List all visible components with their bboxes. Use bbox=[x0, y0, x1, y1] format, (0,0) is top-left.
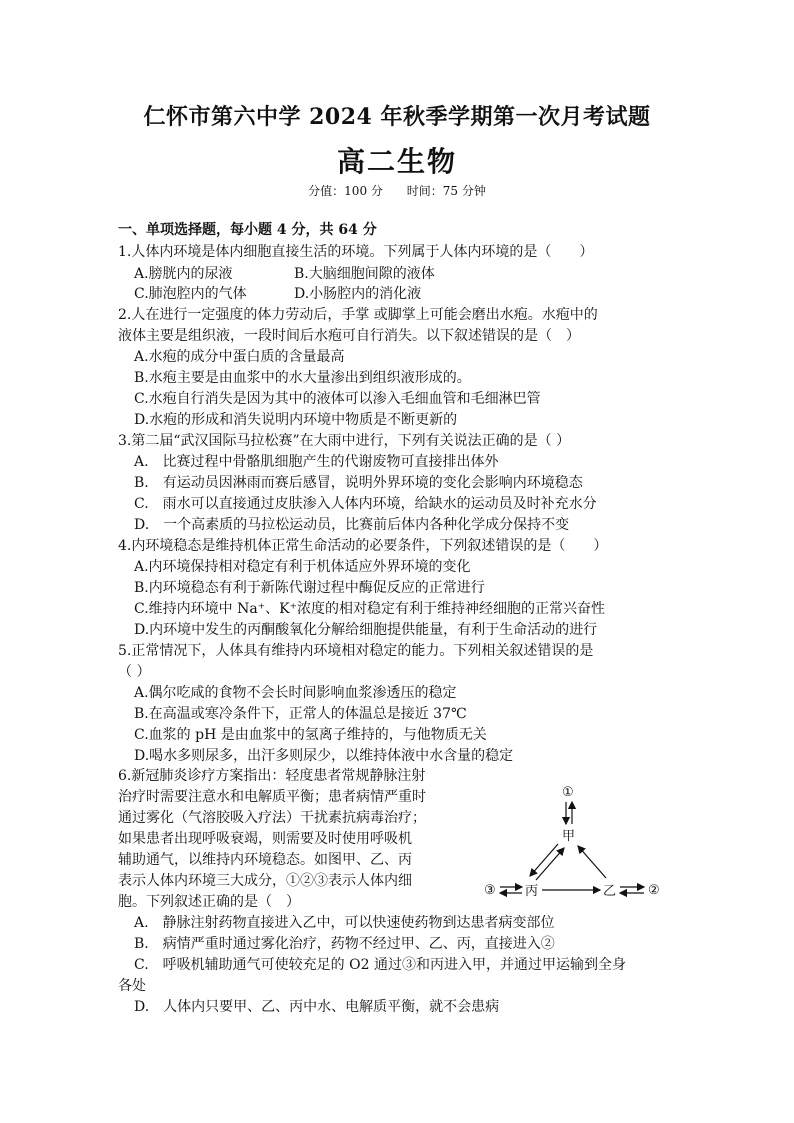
q1-option-c: C.肺泡腔内的气体 bbox=[134, 286, 247, 302]
q6-stem-line3: 通过雾化（气溶胶吸入疗法）干扰素抗病毒治疗； bbox=[118, 810, 426, 826]
q6-option-d: D. 人体内只要甲、乙、丙中水、电解质平衡，就不会患病 bbox=[134, 999, 500, 1015]
q3-option-c: C. 雨水可以直接通过皮肤渗入人体内环境，给缺水的运动员及时补充水分 bbox=[134, 496, 597, 512]
score-text: 分值：100 分 bbox=[308, 184, 383, 198]
q1-stem: 1.人体内环境是体内细胞直接生活的环境。下列属于人体内环境的是（ ） bbox=[118, 244, 594, 260]
section-heading: 一、单项选择题，每小题 4 分，共 64 分 bbox=[118, 222, 377, 238]
q5-option-d: D.喝水多则尿多，出汗多则尿少，以维持体液中水含量的稳定 bbox=[134, 748, 514, 764]
q5-option-b: B.在高温或寒冷条件下，正常人的体温总是接近 37℃ bbox=[134, 706, 467, 722]
q4-option-c: C.维持内环境中 Na⁺、K⁺浓度的相对稳定有利于维持神经细胞的正常兴奋性 bbox=[134, 601, 605, 617]
q5-stem-line2: （ ） bbox=[118, 664, 151, 680]
q2-option-d: D.水疱的形成和消失说明内环境中物质是不断更新的 bbox=[134, 412, 458, 428]
time-text: 时间：75 分钟 bbox=[406, 184, 486, 198]
cell-3-label: ③ bbox=[484, 883, 496, 898]
q5-option-a: A.偶尔吃咸的食物不会长时间影响血浆渗透压的稳定 bbox=[134, 685, 457, 701]
yi-label: 乙 bbox=[603, 884, 617, 899]
q3-option-d: D. 一个高素质的马拉松运动员，比赛前后体内各种化学成分保持不变 bbox=[134, 517, 570, 533]
q2-option-a: A.水疱的成分中蛋白质的含量最高 bbox=[134, 349, 345, 365]
q2-stem-line2: 液体主要是组织液，一段时间后水疱可自行消失。以下叙述错误的是（ ） bbox=[118, 328, 580, 344]
q6-option-b: B. 病情严重时通过雾化治疗，药物不经过甲、乙、丙，直接进入② bbox=[134, 936, 555, 952]
jia-label: 甲 bbox=[562, 829, 576, 844]
q2-option-c: C.水疱自行消失是因为其中的液体可以渗入毛细血管和毛细淋巴管 bbox=[134, 391, 541, 407]
q2-stem-line1: 2.人在进行一定强度的体力劳动后，手掌 或脚掌上可能会磨出水疱。水疱中的 bbox=[118, 307, 598, 323]
q6-option-c-line2: 各处 bbox=[118, 978, 146, 994]
q3-option-b: B. 有运动员因淋雨而赛后感冒，说明外界环境的变化会影响内环境稳态 bbox=[134, 475, 583, 491]
q4-option-a: A.内环境保持相对稳定有利于机体适应外界环境的变化 bbox=[134, 559, 471, 575]
exam-meta bbox=[0, 182, 794, 199]
cell-1-label: ① bbox=[562, 785, 574, 800]
q6-stem-line7: 胞。下列叙述正确的是（ ） bbox=[118, 894, 300, 910]
q4-option-b: B.内环境稳态有利于新陈代谢过程中酶促反应的正常进行 bbox=[134, 580, 485, 596]
q6-stem-line1: 6.新冠肺炎诊疗方案指出：轻度患者常规静脉注射 bbox=[118, 768, 426, 784]
q3-stem: 3.第二届“武汉国际马拉松赛”在大雨中进行，下列有关说法正确的是（ ） bbox=[118, 433, 571, 449]
q1-option-b: B.大脑细胞间隙的液体 bbox=[294, 266, 435, 282]
exam-title: 仁怀市第六中学 2024 年秋季学期第一次月考试题 bbox=[143, 104, 651, 130]
arrow-yi-to-jia bbox=[578, 846, 606, 878]
q2-option-b: B.水疱主要是由血浆中的水大量渗出到组织液形成的。 bbox=[134, 370, 471, 386]
q6-option-c-line1: C. 呼吸机辅助通气可使较充足的 O2 通过③和丙进入甲，并通过甲运输到全身 bbox=[134, 957, 626, 973]
q5-stem-line1: 5.正常情况下，人体具有维持内环境相对稳定的能力。下列相关叙述错误的是 bbox=[118, 643, 594, 659]
q3-option-a: A. 比赛过程中骨骼肌细胞产生的代谢废物可直接排出体外 bbox=[134, 454, 499, 470]
cell-2-label: ② bbox=[648, 883, 660, 898]
bing-label: 丙 bbox=[525, 884, 539, 899]
q4-option-d: D.内环境中发生的丙酮酸氧化分解给细胞提供能量，有利于生命活动的进行 bbox=[134, 622, 598, 638]
body-fluid-diagram bbox=[478, 778, 678, 906]
q1-option-a: A.膀胱内的尿液 bbox=[134, 266, 233, 282]
q1-option-d: D.小肠腔内的消化液 bbox=[294, 286, 422, 302]
subject-title: 高二生物 bbox=[336, 145, 457, 178]
q5-option-c: C.血浆的 pH 是由血浆中的氢离子维持的，与他物质无关 bbox=[134, 727, 487, 743]
q6-option-a: A. 静脉注射药物直接进入乙中，可以快速使药物到达患者病变部位 bbox=[134, 915, 555, 931]
q6-stem-line6: 表示人体内环境三大成分，①②③表示人体内细 bbox=[118, 873, 412, 889]
q4-stem: 4.内环境稳态是维持机体正常生命活动的必要条件，下列叙述错误的是（ ） bbox=[118, 538, 608, 554]
q6-stem-line2: 治疗时需要注意水和电解质平衡；患者病情严重时 bbox=[118, 789, 426, 805]
q6-stem-line4: 如果患者出现呼吸衰竭，则需要及时使用呼吸机 bbox=[118, 831, 412, 847]
q6-stem-line5: 辅助通气，以维持内环境稳态。如图甲、乙、丙 bbox=[118, 852, 412, 868]
